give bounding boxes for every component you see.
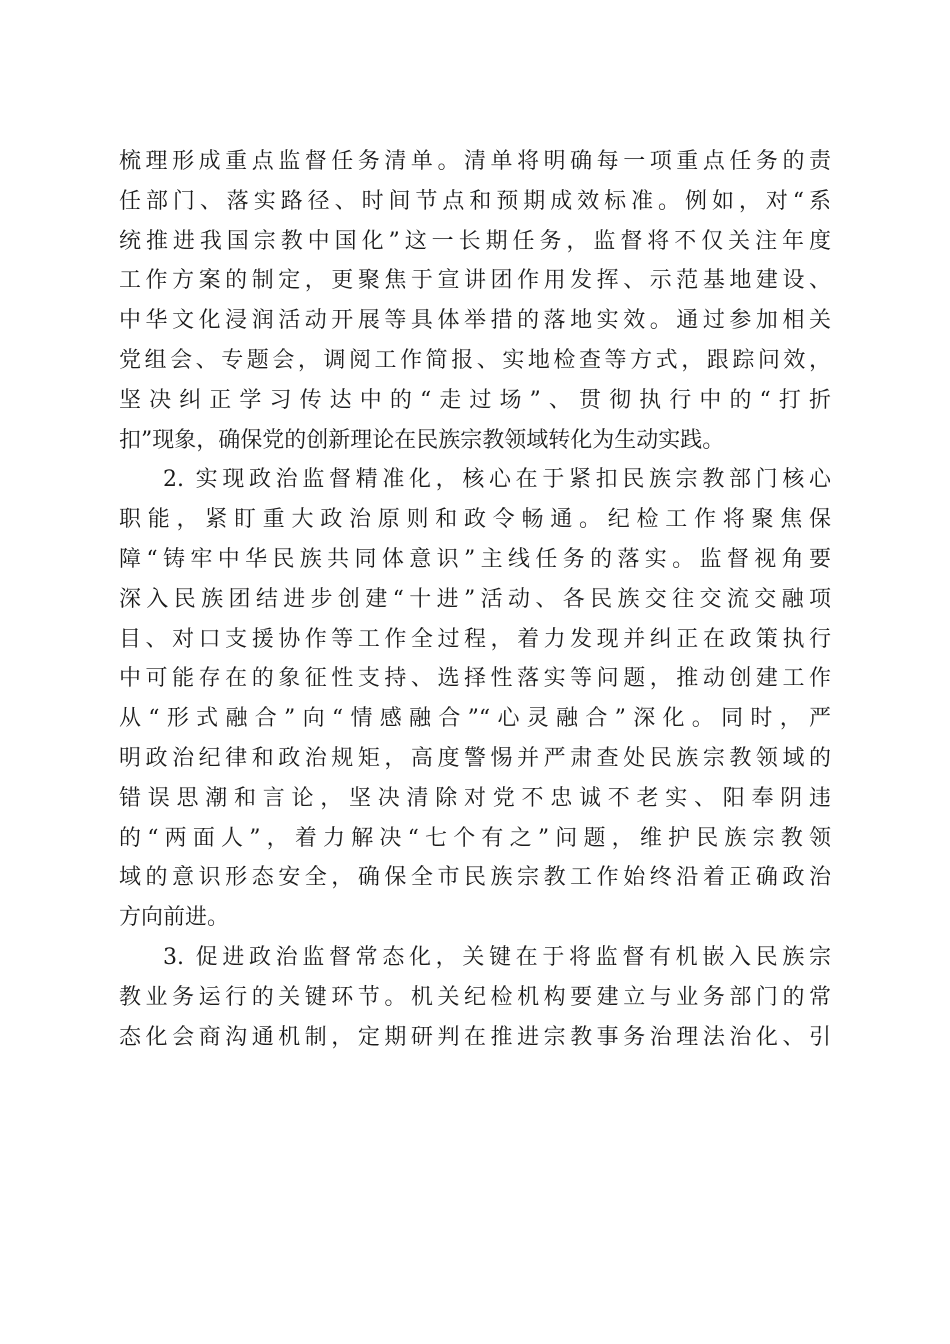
text-line: 扣”现象，确保党的创新理论在民族宗教领域转化为生动实践。 — [119, 427, 725, 453]
text-line: 党组会、专题会，调阅工作简报、实地检查等方式，跟踪问效， — [119, 347, 831, 373]
text-line: 坚决纠正学习传达中的“走过场”、贯彻执行中的“打折 — [119, 387, 831, 413]
text-line: 目、对口支援协作等工作全过程，着力发现并纠正在政策执行 — [119, 626, 831, 652]
text-line: 态化会商沟通机制，定期研判在推进宗教事务治理法治化、引 — [119, 1024, 831, 1050]
text-line: 中可能存在的象征性支持、选择性落实等问题，推动创建工作 — [119, 666, 831, 692]
text-line: 工作方案的制定，更聚焦于宣讲团作用发挥、示范基地建设、 — [119, 268, 831, 294]
body-text — [119, 142, 831, 1057]
text-line: 方向前进。 — [119, 905, 230, 931]
paragraph-2 — [119, 460, 831, 938]
text-line: 统推进我国宗教中国化”这一长期任务，监督将不仅关注年度 — [119, 228, 831, 254]
text-line: 的“两面人”，着力解决“七个有之”问题，维护民族宗教领 — [119, 825, 831, 851]
text-line: 任部门、落实路径、时间节点和预期成效标准。例如，对“系 — [119, 188, 831, 214]
text-line: 错误思潮和言论，坚决清除对党不忠诚不老实、阳奉阴违 — [119, 785, 831, 811]
text-line: 从“形式融合”向“情感融合”“心灵融合”深化。同时，严 — [119, 706, 831, 732]
text-line: 2. 实现政治监督精准化，核心在于紧扣民族宗教部门核心 — [163, 467, 831, 493]
text-line: 3. 促进政治监督常态化，关键在于将监督有机嵌入民族宗 — [163, 944, 831, 970]
paragraph-3 — [119, 938, 831, 1057]
text-line: 梳理形成重点监督任务清单。清单将明确每一项重点任务的责 — [119, 149, 831, 174]
text-line: 明政治纪律和政治规矩，高度警惕并严肃查处民族宗教领域的 — [119, 745, 831, 771]
text-line: 中华文化浸润活动开展等具体举措的落地实效。通过参加相关 — [119, 308, 831, 334]
text-line: 障“铸牢中华民族共同体意识”主线任务的落实。监督视角要 — [119, 546, 831, 572]
text-line: 域的意识形态安全，确保全市民族宗教工作始终沿着正确政治 — [119, 865, 831, 891]
text-line: 教业务运行的关键环节。机关纪检机构要建立与业务部门的常 — [119, 984, 831, 1010]
text-line: 职能，紧盯重大政治原则和政令畅通。纪检工作将聚焦保 — [119, 507, 831, 533]
paragraph-1 — [119, 142, 831, 460]
text-line: 深入民族团结进步创建“十进”活动、各民族交往交流交融项 — [119, 586, 831, 612]
